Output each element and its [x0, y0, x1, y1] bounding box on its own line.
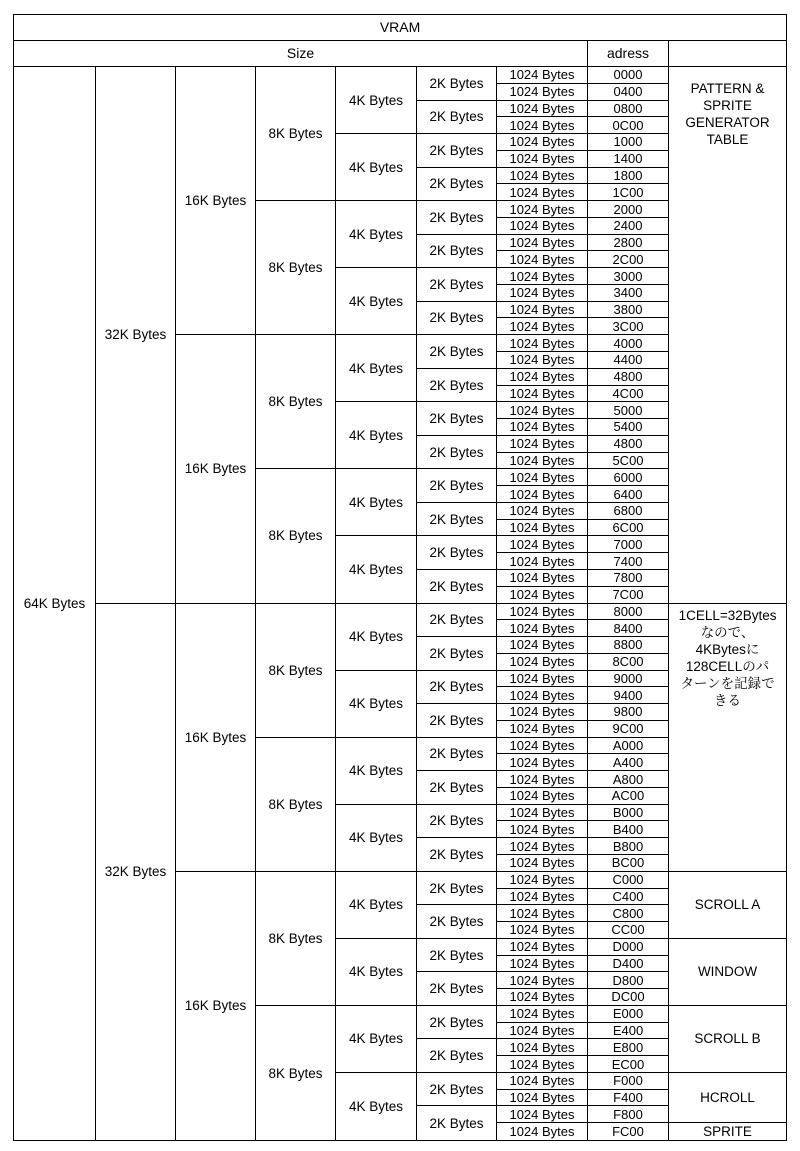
- address-cell: AC00: [588, 787, 669, 804]
- address-cell: 0000: [588, 67, 669, 84]
- usage-note-cell: [669, 603, 787, 871]
- address-cell: CC00: [588, 922, 669, 939]
- size-1024-cell: 1024 Bytes: [497, 922, 588, 939]
- usage-note-line: HCROLL: [700, 1090, 755, 1106]
- address-cell: BC00: [588, 854, 669, 871]
- address-cell: A800: [588, 771, 669, 788]
- usage-note-line: なので、: [700, 624, 755, 640]
- usage-note-cell: [669, 938, 787, 1005]
- size-1024-cell: 1024 Bytes: [497, 318, 588, 335]
- size-8k-cell: 8K Bytes: [256, 737, 336, 871]
- size-1024-cell: 1024 Bytes: [497, 134, 588, 151]
- size-1024-cell: 1024 Bytes: [497, 1005, 588, 1022]
- usage-note-line: TABLE: [706, 132, 749, 147]
- size-2k-cell: 2K Bytes: [417, 871, 497, 905]
- table-title: VRAM: [14, 15, 787, 41]
- size-64k-cell: 64K Bytes: [14, 67, 96, 1141]
- size-1024-cell: 1024 Bytes: [497, 687, 588, 704]
- size-1024-cell: 1024 Bytes: [497, 1089, 588, 1106]
- usage-note-cell: [669, 1072, 787, 1122]
- size-4k-cell: 4K Bytes: [336, 938, 417, 1005]
- size-1024-cell: 1024 Bytes: [497, 419, 588, 436]
- size-1024-cell: 1024 Bytes: [497, 720, 588, 737]
- size-2k-cell: 2K Bytes: [417, 569, 497, 603]
- size-2k-cell: 2K Bytes: [417, 670, 497, 704]
- size-1024-cell: 1024 Bytes: [497, 1022, 588, 1039]
- usage-note-line: 128CELLのパ: [685, 658, 770, 674]
- size-4k-cell: 4K Bytes: [336, 804, 417, 871]
- size-2k-cell: 2K Bytes: [417, 134, 497, 168]
- address-cell: 1400: [588, 150, 669, 167]
- size-16k-cell: 16K Bytes: [176, 335, 256, 603]
- size-4k-cell: 4K Bytes: [336, 737, 417, 804]
- size-1024-cell: 1024 Bytes: [497, 217, 588, 234]
- address-cell: 9800: [588, 704, 669, 721]
- size-2k-cell: 2K Bytes: [417, 804, 497, 838]
- size-1024-cell: 1024 Bytes: [497, 352, 588, 369]
- size-16k-cell: 16K Bytes: [176, 603, 256, 871]
- size-1024-cell: 1024 Bytes: [497, 553, 588, 570]
- size-2k-cell: 2K Bytes: [417, 201, 497, 235]
- size-1024-cell: 1024 Bytes: [497, 502, 588, 519]
- usage-note-line: SPRITE: [703, 98, 752, 113]
- size-2k-cell: 2K Bytes: [417, 100, 497, 134]
- size-1024-cell: 1024 Bytes: [497, 704, 588, 721]
- size-4k-cell: 4K Bytes: [336, 536, 417, 603]
- size-2k-cell: 2K Bytes: [417, 603, 497, 637]
- size-2k-cell: 2K Bytes: [417, 268, 497, 302]
- size-4k-cell: 4K Bytes: [336, 1072, 417, 1140]
- address-cell: C800: [588, 905, 669, 922]
- size-4k-cell: 4K Bytes: [336, 469, 417, 536]
- size-2k-cell: 2K Bytes: [417, 402, 497, 436]
- address-cell: 5400: [588, 419, 669, 436]
- address-cell: 4800: [588, 368, 669, 385]
- size-2k-cell: 2K Bytes: [417, 637, 497, 671]
- size-1024-cell: 1024 Bytes: [497, 469, 588, 486]
- address-cell: 3400: [588, 284, 669, 301]
- address-row: [14, 603, 787, 620]
- title-row: [14, 15, 787, 41]
- size-4k-cell: 4K Bytes: [336, 268, 417, 335]
- size-2k-cell: 2K Bytes: [417, 301, 497, 335]
- address-cell: B800: [588, 838, 669, 855]
- address-cell: 9000: [588, 670, 669, 687]
- address-cell: F800: [588, 1106, 669, 1123]
- size-1024-cell: 1024 Bytes: [497, 821, 588, 838]
- size-1024-cell: 1024 Bytes: [497, 854, 588, 871]
- size-1024-cell: 1024 Bytes: [497, 301, 588, 318]
- address-cell: F000: [588, 1072, 669, 1089]
- address-cell: D800: [588, 972, 669, 989]
- size-1024-cell: 1024 Bytes: [497, 268, 588, 285]
- address-cell: E400: [588, 1022, 669, 1039]
- size-4k-cell: 4K Bytes: [336, 603, 417, 670]
- size-1024-cell: 1024 Bytes: [497, 620, 588, 637]
- size-2k-cell: 2K Bytes: [417, 737, 497, 771]
- usage-note-line: SPRITE: [703, 1124, 752, 1140]
- size-4k-cell: 4K Bytes: [336, 1005, 417, 1072]
- address-cell: B400: [588, 821, 669, 838]
- size-8k-cell: 8K Bytes: [256, 67, 336, 201]
- address-cell: 6800: [588, 502, 669, 519]
- size-1024-cell: 1024 Bytes: [497, 402, 588, 419]
- usage-note-cell: [669, 871, 787, 938]
- size-2k-cell: 2K Bytes: [417, 67, 497, 101]
- size-32k-cell: 32K Bytes: [96, 67, 176, 604]
- size-4k-cell: 4K Bytes: [336, 670, 417, 737]
- size-1024-cell: 1024 Bytes: [497, 83, 588, 100]
- size-1024-cell: 1024 Bytes: [497, 150, 588, 167]
- address-cell: D400: [588, 955, 669, 972]
- size-1024-cell: 1024 Bytes: [497, 251, 588, 268]
- address-cell: C000: [588, 871, 669, 888]
- size-1024-cell: 1024 Bytes: [497, 804, 588, 821]
- size-2k-cell: 2K Bytes: [417, 536, 497, 570]
- address-cell: 9C00: [588, 720, 669, 737]
- address-cell: D000: [588, 938, 669, 955]
- size-1024-cell: 1024 Bytes: [497, 938, 588, 955]
- header-row: [14, 41, 787, 67]
- address-cell: F400: [588, 1089, 669, 1106]
- size-1024-cell: 1024 Bytes: [497, 1123, 588, 1141]
- address-cell: 3C00: [588, 318, 669, 335]
- address-cell: 6000: [588, 469, 669, 486]
- size-1024-cell: 1024 Bytes: [497, 637, 588, 654]
- size-8k-cell: 8K Bytes: [256, 469, 336, 603]
- address-cell: 8000: [588, 603, 669, 620]
- address-cell: 8400: [588, 620, 669, 637]
- size-1024-cell: 1024 Bytes: [497, 871, 588, 888]
- address-cell: C400: [588, 888, 669, 905]
- address-cell: 1000: [588, 134, 669, 151]
- address-cell: 4400: [588, 352, 669, 369]
- address-cell: E800: [588, 1039, 669, 1056]
- address-cell: 2C00: [588, 251, 669, 268]
- size-2k-cell: 2K Bytes: [417, 435, 497, 469]
- address-cell: 0400: [588, 83, 669, 100]
- address-cell: 2000: [588, 201, 669, 218]
- size-1024-cell: 1024 Bytes: [497, 972, 588, 989]
- address-cell: 0800: [588, 100, 669, 117]
- size-32k-cell: 32K Bytes: [96, 603, 176, 1141]
- size-16k-cell: 16K Bytes: [176, 871, 256, 1140]
- size-1024-cell: 1024 Bytes: [497, 754, 588, 771]
- size-1024-cell: 1024 Bytes: [497, 67, 588, 84]
- address-cell: E000: [588, 1005, 669, 1022]
- size-1024-cell: 1024 Bytes: [497, 184, 588, 201]
- size-2k-cell: 2K Bytes: [417, 1039, 497, 1073]
- address-cell: 4C00: [588, 385, 669, 402]
- address-cell: B000: [588, 804, 669, 821]
- usage-note-line: ターンを記録で: [680, 675, 775, 691]
- size-1024-cell: 1024 Bytes: [497, 536, 588, 553]
- address-cell: 6C00: [588, 519, 669, 536]
- usage-note-cell: [669, 1123, 787, 1141]
- size-8k-cell: 8K Bytes: [256, 335, 336, 469]
- address-cell: A000: [588, 737, 669, 754]
- size-1024-cell: 1024 Bytes: [497, 787, 588, 804]
- address-cell: 5C00: [588, 452, 669, 469]
- address-cell: 3000: [588, 268, 669, 285]
- size-2k-cell: 2K Bytes: [417, 469, 497, 503]
- size-1024-cell: 1024 Bytes: [497, 569, 588, 586]
- address-cell: 0C00: [588, 117, 669, 134]
- vram-map-table: [13, 14, 787, 1141]
- size-1024-cell: 1024 Bytes: [497, 1072, 588, 1089]
- size-2k-cell: 2K Bytes: [417, 838, 497, 872]
- usage-note-line: SCROLL A: [694, 897, 761, 913]
- size-1024-cell: 1024 Bytes: [497, 1056, 588, 1073]
- usage-header: [669, 41, 787, 67]
- size-4k-cell: 4K Bytes: [336, 871, 417, 938]
- address-cell: 4800: [588, 435, 669, 452]
- address-cell: A400: [588, 754, 669, 771]
- address-cell: 1C00: [588, 184, 669, 201]
- size-2k-cell: 2K Bytes: [417, 1106, 497, 1141]
- usage-note-cell: [669, 67, 787, 604]
- size-2k-cell: 2K Bytes: [417, 771, 497, 805]
- size-4k-cell: 4K Bytes: [336, 201, 417, 268]
- size-8k-cell: 8K Bytes: [256, 603, 336, 737]
- size-header: Size: [14, 41, 588, 67]
- size-2k-cell: 2K Bytes: [417, 368, 497, 402]
- size-1024-cell: 1024 Bytes: [497, 1039, 588, 1056]
- address-cell: 3800: [588, 301, 669, 318]
- size-1024-cell: 1024 Bytes: [497, 368, 588, 385]
- size-2k-cell: 2K Bytes: [417, 972, 497, 1006]
- address-cell: FC00: [588, 1123, 669, 1141]
- size-2k-cell: 2K Bytes: [417, 1072, 497, 1106]
- size-1024-cell: 1024 Bytes: [497, 117, 588, 134]
- size-8k-cell: 8K Bytes: [256, 871, 336, 1005]
- address-cell: 9400: [588, 687, 669, 704]
- size-8k-cell: 8K Bytes: [256, 201, 336, 335]
- size-1024-cell: 1024 Bytes: [497, 167, 588, 184]
- size-1024-cell: 1024 Bytes: [497, 838, 588, 855]
- size-2k-cell: 2K Bytes: [417, 704, 497, 738]
- address-cell: 7C00: [588, 586, 669, 603]
- address-cell: 2400: [588, 217, 669, 234]
- address-cell: EC00: [588, 1056, 669, 1073]
- size-2k-cell: 2K Bytes: [417, 905, 497, 939]
- size-2k-cell: 2K Bytes: [417, 335, 497, 369]
- size-4k-cell: 4K Bytes: [336, 134, 417, 201]
- address-cell: 8C00: [588, 653, 669, 670]
- usage-note-line: WINDOW: [697, 964, 758, 980]
- size-1024-cell: 1024 Bytes: [497, 653, 588, 670]
- size-2k-cell: 2K Bytes: [417, 938, 497, 972]
- size-1024-cell: 1024 Bytes: [497, 435, 588, 452]
- size-1024-cell: 1024 Bytes: [497, 586, 588, 603]
- size-16k-cell: 16K Bytes: [176, 67, 256, 335]
- address-header: adress: [588, 41, 669, 67]
- size-1024-cell: 1024 Bytes: [497, 452, 588, 469]
- address-cell: 4000: [588, 335, 669, 352]
- size-1024-cell: 1024 Bytes: [497, 989, 588, 1006]
- address-row: [14, 67, 787, 84]
- size-8k-cell: 8K Bytes: [256, 1005, 336, 1140]
- size-1024-cell: 1024 Bytes: [497, 670, 588, 687]
- size-4k-cell: 4K Bytes: [336, 402, 417, 469]
- address-cell: 5000: [588, 402, 669, 419]
- size-1024-cell: 1024 Bytes: [497, 486, 588, 503]
- size-1024-cell: 1024 Bytes: [497, 888, 588, 905]
- size-1024-cell: 1024 Bytes: [497, 100, 588, 117]
- size-1024-cell: 1024 Bytes: [497, 603, 588, 620]
- usage-note-line: GENERATOR: [685, 115, 770, 130]
- size-4k-cell: 4K Bytes: [336, 67, 417, 134]
- size-1024-cell: 1024 Bytes: [497, 284, 588, 301]
- vram-table-body: [14, 15, 787, 1141]
- address-cell: 6400: [588, 486, 669, 503]
- address-cell: 2800: [588, 234, 669, 251]
- usage-note-line: 4KBytesに: [695, 641, 760, 657]
- size-4k-cell: 4K Bytes: [336, 335, 417, 402]
- address-cell: 1800: [588, 167, 669, 184]
- usage-note-cell: [669, 1005, 787, 1072]
- address-cell: 7000: [588, 536, 669, 553]
- address-cell: DC00: [588, 989, 669, 1006]
- size-1024-cell: 1024 Bytes: [497, 737, 588, 754]
- address-cell: 8800: [588, 637, 669, 654]
- size-1024-cell: 1024 Bytes: [497, 905, 588, 922]
- size-1024-cell: 1024 Bytes: [497, 955, 588, 972]
- usage-note-line: 1CELL=32Bytes: [678, 607, 777, 623]
- size-1024-cell: 1024 Bytes: [497, 771, 588, 788]
- size-1024-cell: 1024 Bytes: [497, 519, 588, 536]
- size-1024-cell: 1024 Bytes: [497, 201, 588, 218]
- size-2k-cell: 2K Bytes: [417, 502, 497, 536]
- size-1024-cell: 1024 Bytes: [497, 234, 588, 251]
- usage-note-line: きる: [714, 692, 742, 708]
- usage-note-line: SCROLL B: [694, 1031, 761, 1047]
- size-2k-cell: 2K Bytes: [417, 1005, 497, 1039]
- size-1024-cell: 1024 Bytes: [497, 385, 588, 402]
- size-2k-cell: 2K Bytes: [417, 167, 497, 201]
- address-cell: 7800: [588, 569, 669, 586]
- size-1024-cell: 1024 Bytes: [497, 335, 588, 352]
- usage-note-line: PATTERN &: [690, 81, 765, 96]
- size-1024-cell: 1024 Bytes: [497, 1106, 588, 1123]
- size-2k-cell: 2K Bytes: [417, 234, 497, 268]
- address-cell: 7400: [588, 553, 669, 570]
